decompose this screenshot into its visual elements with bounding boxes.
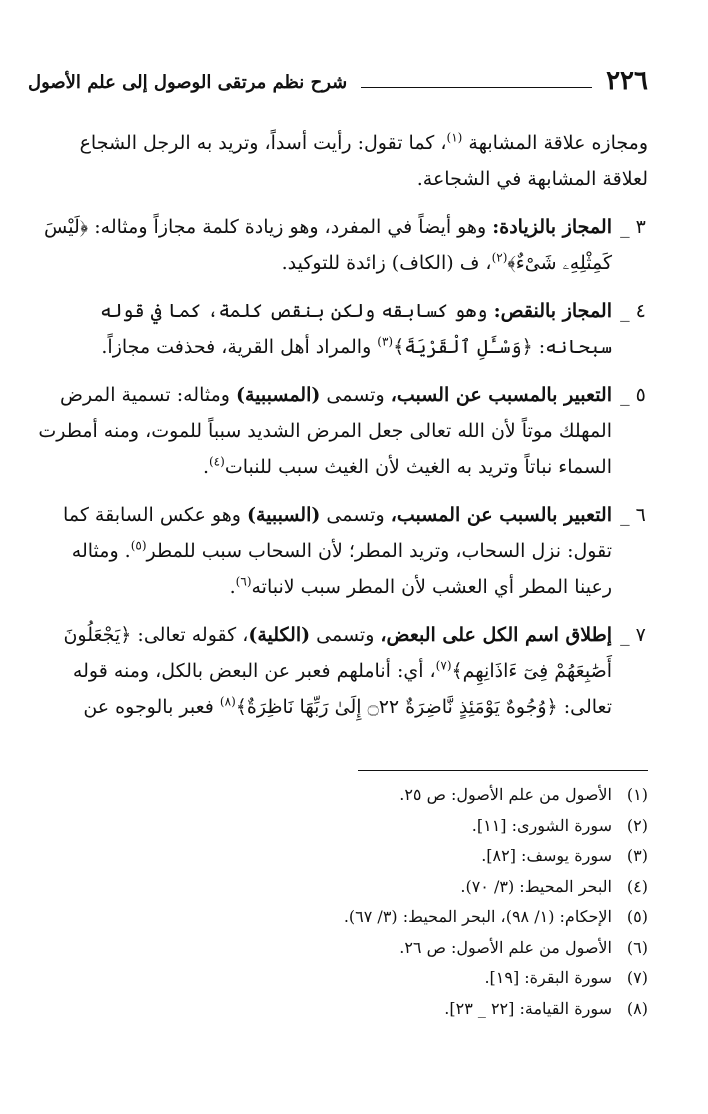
item-text: وهو أيضاً في المفرد، وهو زيادة كلمة مجازاً ومثاله: — [88, 216, 493, 238]
footnote-text: سورة الشورى: [١١]. — [471, 815, 612, 835]
item-number: ٦ _ — [620, 504, 646, 526]
quran-quote: ﴿وُجُوهٌ يَوْمَئِذٍ نَّاضِرَةٌ ۝٢٢ إِلَىٰ رَبِّهَا نَاظِرَةٌ﴾ — [235, 696, 558, 718]
header-rule — [361, 87, 592, 88]
footnote-ref: (٤) — [208, 454, 225, 469]
item-term: المجاز بالنقص: — [493, 300, 612, 322]
footnote-number: (٣) — [626, 846, 648, 865]
item-term: إطلاق اسم الكل على البعض، — [380, 624, 612, 646]
item-text-mid: ، أي: أناملهم فعبر عن البعض بالكل، ومنه قوله تعالى: — [72, 660, 612, 718]
item-text-end: فعبر بالوجوه عن — [83, 696, 220, 718]
list-item — [28, 497, 648, 605]
footnote-number: (١) — [626, 785, 648, 804]
footnotes — [200, 780, 648, 1024]
footnote — [200, 994, 648, 1025]
item-text-end: . — [202, 456, 209, 478]
list-item — [28, 209, 648, 281]
footnote-number: (٤) — [626, 876, 648, 896]
list-item — [28, 377, 648, 485]
item-text: وتسمى — [320, 384, 391, 406]
footnote-number: (٨) — [626, 998, 648, 1018]
main-text — [28, 125, 648, 737]
footnote-number: (٧) — [626, 968, 648, 987]
footnote-ref: (٧) — [435, 658, 452, 673]
item-text-cont: والمراد أهل القرية، فحذفت مجازاً. — [101, 336, 378, 358]
item-text-cont: وهو عكس السابقة كما تقول: نزل السحاب، وتريد المطر؛ لأن السحاب سبب للمطر — [63, 504, 612, 562]
list-item — [28, 293, 648, 365]
footnote-ref: (١) — [446, 130, 463, 145]
item-text-cont: ، ف (الكاف) زائدة للتوكيد. — [281, 252, 492, 274]
item-text-cont: ، كقوله تعالى: — [131, 624, 249, 646]
running-title: شرح نظم مرتقى الوصول إلى علم الأصول — [28, 72, 348, 93]
item-number: ٣ _ — [620, 216, 646, 238]
item-text: وتسمى — [310, 624, 381, 646]
footnote-number: (٢) — [626, 815, 648, 835]
intro-paragraph — [28, 125, 648, 197]
footnote-number: (٥) — [626, 907, 648, 926]
item-number: ٥ _ — [620, 384, 646, 406]
quran-quote: ﴿لَيْسَ كَمِثْلِهِۦ شَىْءٌ﴾ — [44, 216, 612, 274]
footnote-ref: (٨) — [219, 694, 236, 709]
footnote — [200, 902, 648, 933]
quran-quote: ﴿وَسْـَٔلِ ٱلْقَرْيَةَ﴾ — [393, 336, 533, 358]
item-term-secondary: (السببية) — [246, 504, 321, 526]
footnote-text: سورة البقرة: [١٩]. — [484, 968, 612, 987]
item-text-cont: ومثاله: تسمية المرض المهلك موتاً لأن الله تعالى جعل المرض الشديد سبباً للموت، ومنه أمطرت السماء نباتاً وتريد به الغيث لأن الغيث سبب للنبات — [38, 384, 612, 478]
intro-text-cont: ، كما تقول: رأيت أسداً، وتريد به الرجل الشجاع لعلاقة المشابهة في الشجاعة. — [79, 132, 648, 190]
footnote-text: الإحكام: (١/ ٩٨)، البحر المحيط: (٣/ ٦٧). — [343, 907, 612, 926]
quran-quote: ﴿يَجْعَلُونَ أَصَٰبِعَهُمْ فِىٓ ءَاذَانِهِم﴾ — [63, 624, 612, 682]
item-term: المجاز بالزيادة: — [492, 216, 612, 238]
footnote-text: الأصول من علم الأصول: ص ٢٦. — [399, 937, 612, 957]
item-term-secondary: (المسببية) — [236, 384, 321, 406]
footnote-ref: (٥) — [130, 538, 147, 553]
list-item — [28, 617, 648, 725]
item-term-secondary: (الكلية) — [248, 624, 311, 646]
footnote-number: (٦) — [626, 937, 648, 957]
item-text-end: . — [229, 576, 236, 598]
page-number: ٢٢٦ — [606, 66, 648, 96]
footnote — [200, 872, 648, 903]
footnote — [200, 933, 648, 964]
item-number: ٧ _ — [620, 624, 646, 646]
footnote — [200, 811, 648, 842]
footnote-ref: (٦) — [235, 574, 252, 589]
footnote-text: سورة يوسف: [٨٢]. — [481, 846, 612, 865]
footnote-text: سورة القيامة: [٢٢ _ ٢٣]. — [444, 998, 612, 1018]
footnote — [200, 780, 648, 811]
footnote-divider — [358, 770, 648, 771]
item-text: وهو كسابقه ولكن بنقص كلمة، كما في قوله سبحانه: — [100, 300, 612, 358]
item-text-mid: . ومثاله رعينا المطر أي العشب لأن المطر سبب لانباته — [71, 540, 612, 598]
page-header — [28, 62, 648, 96]
footnote-ref: (٢) — [491, 250, 508, 265]
item-term: التعبير بالمسبب عن السبب، — [390, 384, 612, 406]
footnote-text: الأصول من علم الأصول: ص ٢٥. — [399, 785, 612, 804]
footnote-ref: (٣) — [377, 334, 394, 349]
item-number: ٤ _ — [620, 300, 646, 322]
item-term: التعبير بالسبب عن المسبب، — [390, 504, 612, 526]
intro-text: ومجازه علاقة المشابهة — [468, 132, 648, 154]
footnote-text: البحر المحيط: (٣/ ٧٠). — [460, 876, 612, 896]
footnote — [200, 841, 648, 872]
item-text: وتسمى — [320, 504, 391, 526]
footnote — [200, 963, 648, 994]
